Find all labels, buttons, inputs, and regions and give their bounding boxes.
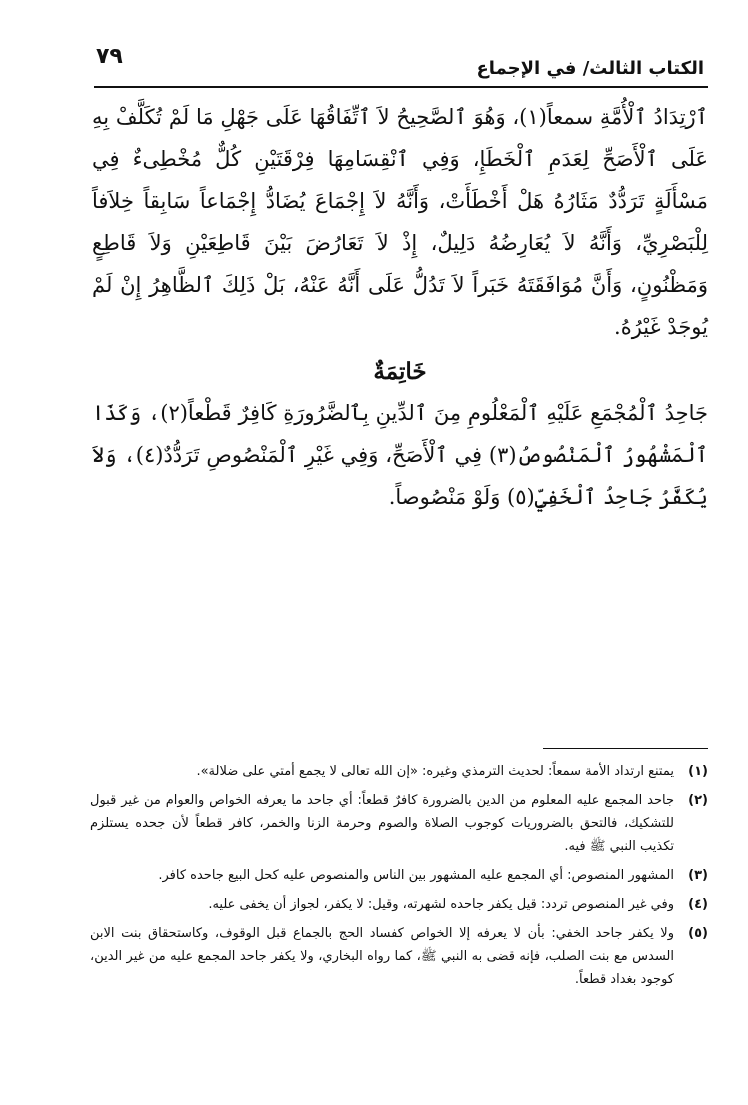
footnote-number: (٤) — [688, 897, 708, 912]
page-number: ٧٩ — [96, 44, 123, 69]
footnote-number: (٣) — [688, 868, 708, 883]
footnote — [90, 922, 708, 991]
footnote — [90, 760, 708, 783]
footnote-number: (٢) — [688, 793, 708, 808]
footnote-text: وفي غير المنصوص تردد: قيل يكفر جاحده لشهرته، وقيل: لا يكفر، لجواز أن يخفى عليه. — [208, 897, 674, 912]
section-title: خَاتِمَةٌ — [373, 358, 427, 385]
body-paragraph: جَاحِدُ ٱلْمُجْمَعِ عَلَيْهِ ٱلْمَعْلُومِ مِنَ ٱلدِّينِ بِٱلضَّرُورَةِ كَافِرٌ قَطْعاً(٢)، وَكَذَا ٱلْمَشْهُورُ ٱلْمَنْصُوصُ(٣) فِي ٱلْأَصَحِّ، وَفِي غَيْرِ ٱلْمَنْصُوصِ تَرَدُّدٌ(٤)، وَلاَ يُكَفَّرُ جَاحِدُ ٱلْخَفِيِّ(٥) وَلَوْ مَنْصُوصاً. — [92, 401, 708, 509]
footnote-separator — [543, 748, 708, 749]
running-header: الكتاب الثالث/ في الإجماع — [476, 58, 704, 79]
header-rule — [94, 86, 708, 88]
footnote — [90, 789, 708, 858]
footnotes — [90, 760, 708, 997]
footnote-number: (١) — [688, 764, 708, 779]
footnote-text: جاحد المجمع عليه المعلوم من الدين بالضرورة كافرٌ قطعاً: أي جاحد ما يعرفه الخواص والعوام من غير قبول للتشكيك، فالتحق بالضروريات كوجوب الصلاة والصوم وحرمة الزنا والخمر، كافر قطعاً لأن جحده يستلزم تكذيب النبي ﷺ فيه. — [90, 793, 674, 854]
footnote — [90, 864, 708, 887]
footnote-text: يمتنع ارتداد الأمة سمعاً: لحديث الترمذي وغيره: «إن الله تعالى لا يجمع أمتي على ضلالة». — [196, 764, 674, 779]
footnote-number: (٥) — [688, 926, 708, 941]
body-paragraph: ٱرْتِدَادُ ٱلْأُمَّةِ سمعاً(١)، وَهُوَ ٱلصَّحِيحُ لاَ ٱتِّفَاقُهَا عَلَى جَهْلِ مَا لَمْ تُكَلَّفْ بِهِ عَلَى ٱلْأَصَحِّ لِعَدَمِ ٱلْخَطَإِ، وَفِي ٱنْقِسَامِهَا فِرْقَتَيْنِ كُلٌّ مُخْطِىءٌ فِي مَسْأَلَةٍ تَرَدُّدٌ مَثَارُهُ هَلْ أَخْطَأَتْ، وَأَنَّهُ لاَ إِجْمَاعَ يُضَادُّ إِجْمَاعاً سَابِقاً خِلاَفاً لِلْبَصْرِيِّ، وَأَنَّهُ لاَ يُعَارِضُهُ دَلِيلٌ، إِذْ لاَ تَعَارُضَ بَيْنَ قَاطِعَيْنِ وَلاَ قَاطِعٍ وَمَظْنُونٍ، وَأَنَّ مُوَافَقَتَهُ خَبَراً لاَ تَدُلُّ عَلَى أَنَّهُ عَنْهُ، بَلْ ذَلِكَ ٱلظَّاهِرُ إِنْ لَمْ يُوجَدْ غَيْرُهُ. — [92, 105, 708, 339]
footnote-text: ولا يكفر جاحد الخفي: بأن لا يعرفه إلا الخواص كفساد الحج بالجماع قبل الوقوف، وكاستحقاق بنت الابن السدس مع بنت الصلب، فإنه قضى به النبي ﷺ، كما رواه البخاري، ولا يكفر جاحد المجمع عليه من غير الدين، كوجود بغداد قطعاً. — [90, 926, 674, 987]
main-text — [92, 96, 708, 518]
footnote — [90, 893, 708, 916]
footnote-text: المشهور المنصوص: أي المجمع عليه المشهور بين الناس والمنصوص عليه كحل البيع جاحده كافر. — [158, 868, 674, 883]
